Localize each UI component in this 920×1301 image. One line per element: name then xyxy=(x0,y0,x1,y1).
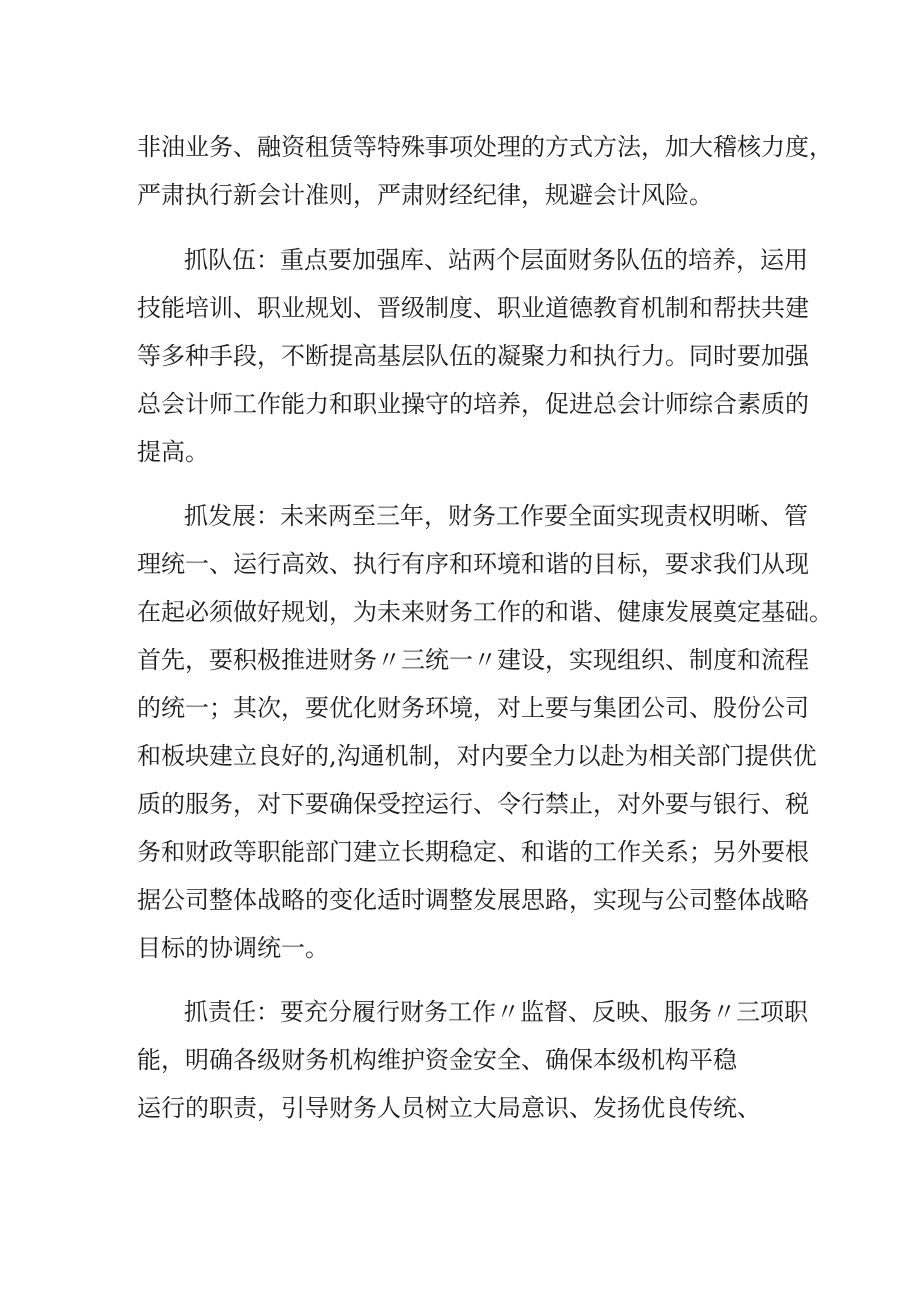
text-line: 抓队伍：重点要加强库、站两个层面财务队伍的培养，运用 xyxy=(184,246,808,274)
text-line: 质的服务，对下要确保受控运行、令行禁止，对外要与银行、税 xyxy=(137,790,809,818)
text-line: 理统一、运行高效、执行有序和环境和谐的目标，要求我们从现 xyxy=(137,550,809,578)
text-line: 等多种手段，不断提高基层队伍的凝聚力和执行力。同时要加强 xyxy=(137,342,809,370)
text-line: 运行的职责，引导财务人员树立大局意识、发扬优良传统、 xyxy=(137,1094,761,1122)
text-line: 技能培训、职业规划、晋级制度、职业道德教育机制和帮扶共建 xyxy=(137,294,809,322)
text-line: 能，明确各级财务机构维护资金安全、确保本级机构平稳 xyxy=(137,1046,737,1074)
text-line: 据公司整体战略的变化适时调整发展思路，实现与公司整体战略 xyxy=(137,886,809,914)
text-line: 的统一；其次，要优化财务环境，对上要与集团公司、股份公司 xyxy=(137,694,809,722)
text-line: 非油业务、融资租赁等特殊事项处理的方式方法，加大稽核力度， xyxy=(137,133,833,161)
text-line: 和板块建立良好的,沟通机制，对内要全力以赴为相关部门提供优 xyxy=(137,742,817,770)
text-line: 首先，要积极推进财务〃三统一〃建设，实现组织、制度和流程 xyxy=(137,646,809,674)
text-line: 严肃执行新会计准则，严肃财经纪律，规避会计风险。 xyxy=(137,181,713,209)
text-line: 总会计师工作能力和职业操守的培养，促进总会计师综合素质的 xyxy=(137,390,809,418)
text-line: 提高。 xyxy=(137,438,209,466)
text-line: 目标的协调统一。 xyxy=(137,934,329,962)
text-line: 抓发展：未来两至三年，财务工作要全面实现责权明晰、管 xyxy=(184,502,808,530)
text-line: 抓责任：要充分履行财务工作〃监督、反映、服务〃三项职 xyxy=(184,998,808,1026)
text-line: 务和财政等职能部门建立长期稳定、和谐的工作关系；另外要根 xyxy=(137,838,809,866)
text-line: 在起必须做好规划，为未来财务工作的和谐、健康发展奠定基础。 xyxy=(137,598,833,626)
